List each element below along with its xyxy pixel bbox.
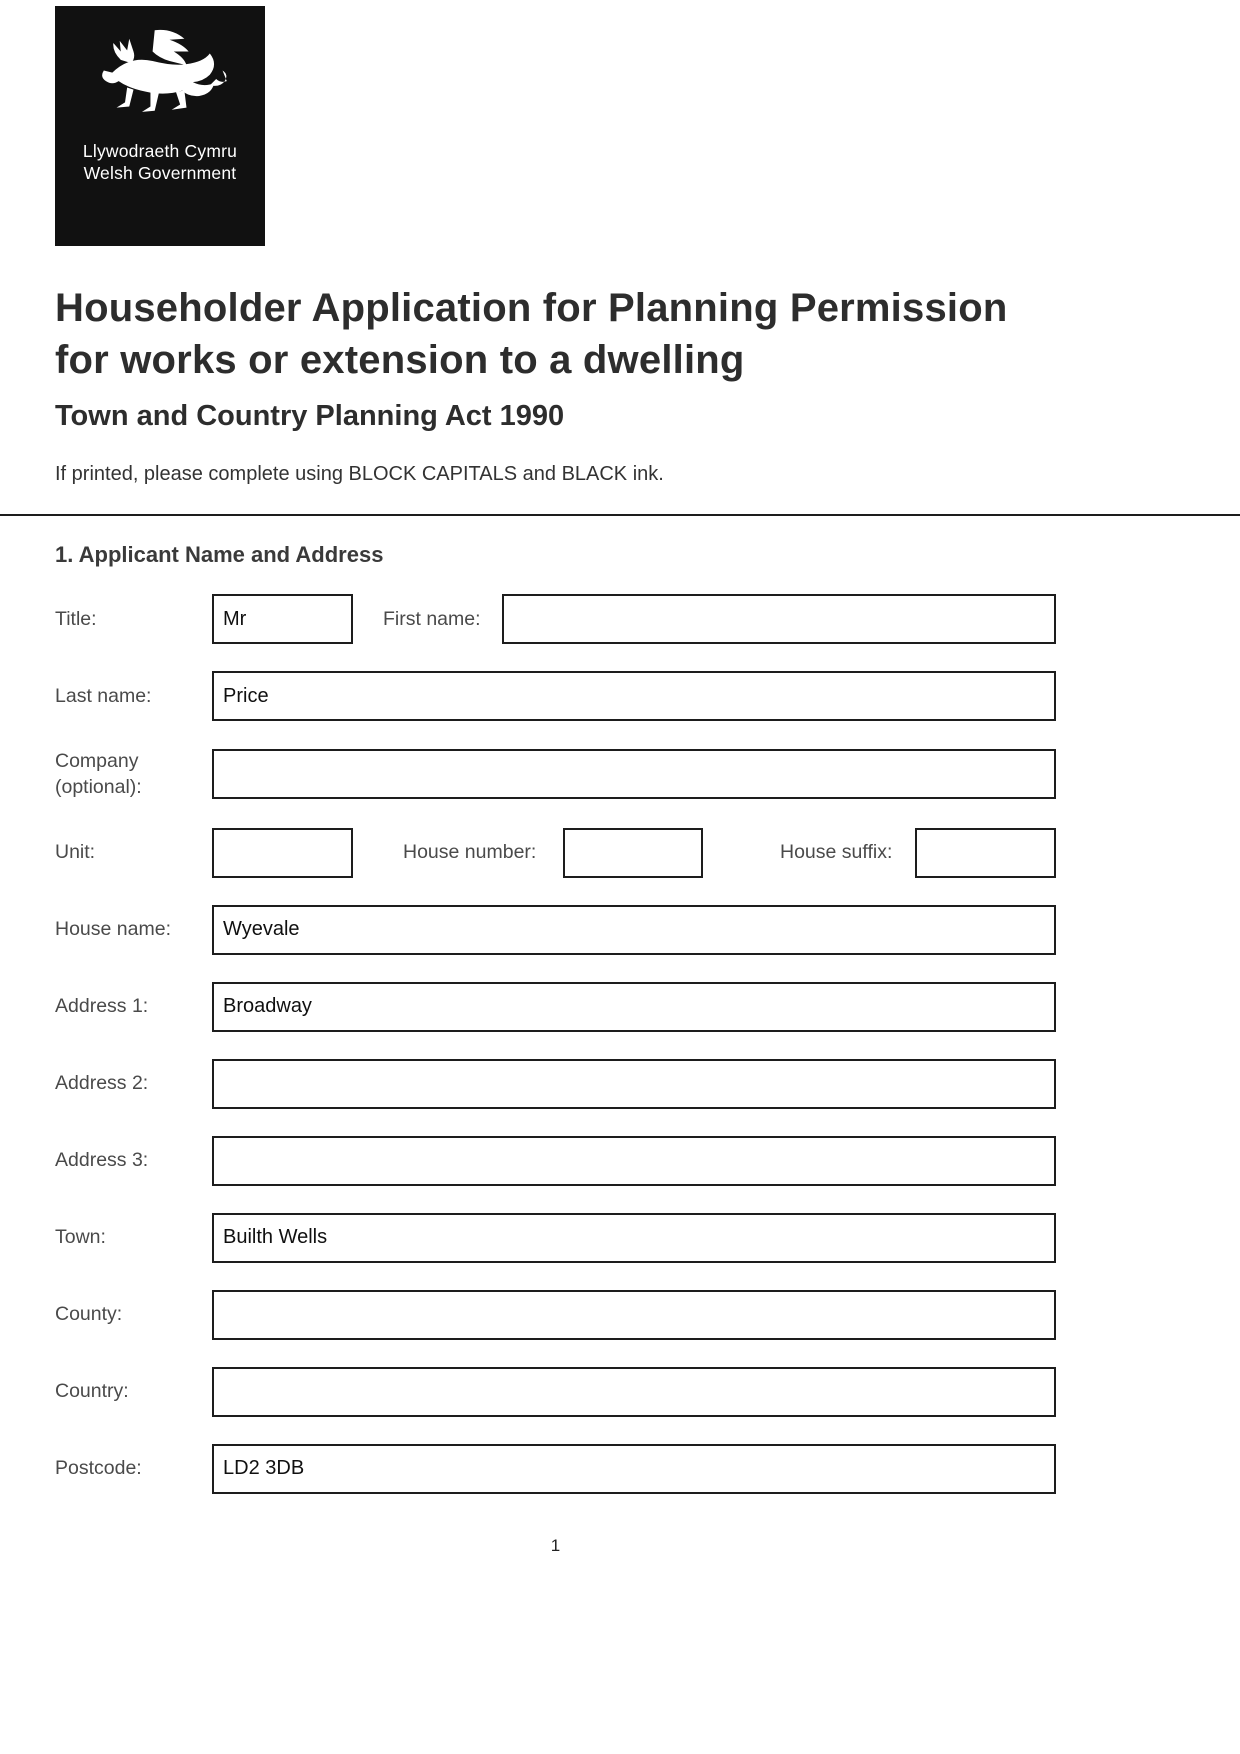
- address3-label: Address 3:: [55, 1149, 149, 1172]
- postcode-row: [55, 1444, 1056, 1494]
- address1-input[interactable]: Broadway: [212, 982, 1056, 1032]
- house-name-row: [55, 905, 1056, 955]
- unit-input[interactable]: [212, 828, 353, 878]
- house-name-input[interactable]: Wyevale: [212, 905, 1056, 955]
- title-label: Title:: [55, 607, 97, 630]
- title-input[interactable]: Mr: [212, 594, 353, 644]
- country-label: Country:: [55, 1380, 129, 1403]
- welsh-dragon-icon: [80, 26, 240, 132]
- house-number-label: House number:: [403, 841, 537, 864]
- address1-row: [55, 982, 1056, 1032]
- house-suffix-label: House suffix:: [780, 841, 893, 864]
- address2-row: [55, 1059, 1056, 1109]
- form-title-line1: Householder Application for Planning Permission: [55, 286, 1008, 330]
- address1-label: Address 1:: [55, 995, 149, 1018]
- company-row: [55, 748, 1056, 801]
- logo-text-english: Welsh Government: [83, 163, 237, 184]
- town-input[interactable]: Builth Wells: [212, 1213, 1056, 1263]
- first-name-label: First name:: [383, 607, 481, 630]
- unit-label: Unit:: [55, 841, 96, 864]
- county-row: [55, 1290, 1056, 1340]
- title-first-name-row: [55, 594, 1056, 644]
- welsh-government-logo: [55, 6, 265, 246]
- company-input[interactable]: [212, 749, 1056, 799]
- house-number-input[interactable]: [563, 828, 703, 878]
- first-name-input[interactable]: [502, 594, 1056, 644]
- postcode-input[interactable]: LD2 3DB: [212, 1444, 1056, 1494]
- logo-wordmark: [83, 140, 237, 185]
- company-label: Company (optional):: [55, 750, 142, 799]
- section-1-heading: 1. Applicant Name and Address: [55, 542, 384, 567]
- house-name-label: House name:: [55, 918, 171, 941]
- last-name-label: Last name:: [55, 684, 152, 707]
- logo-text-welsh: Llywodraeth Cymru: [82, 141, 238, 161]
- address2-label: Address 2:: [55, 1072, 149, 1095]
- town-row: [55, 1213, 1056, 1263]
- page-number: 1: [550, 1536, 561, 1555]
- county-label: County:: [55, 1303, 123, 1326]
- address3-row: [55, 1136, 1056, 1186]
- town-label: Town:: [55, 1226, 106, 1249]
- house-suffix-input[interactable]: [915, 828, 1056, 878]
- section-divider: [0, 514, 1240, 516]
- form-title: [55, 282, 1185, 386]
- form-subtitle: Town and Country Planning Act 1990: [55, 400, 565, 432]
- address2-input[interactable]: [212, 1059, 1056, 1109]
- last-name-row: [55, 671, 1056, 721]
- country-input[interactable]: [212, 1367, 1056, 1417]
- applicant-form: [55, 594, 1056, 1494]
- unit-house-row: [55, 828, 1056, 878]
- last-name-input[interactable]: Price: [212, 671, 1056, 721]
- address3-input[interactable]: [212, 1136, 1056, 1186]
- form-title-line2: for works or extension to a dwelling: [55, 338, 745, 382]
- instruction-note: If printed, please complete using BLOCK CAPITALS and BLACK ink.: [55, 463, 664, 485]
- county-input[interactable]: [212, 1290, 1056, 1340]
- country-row: [55, 1367, 1056, 1417]
- postcode-label: Postcode:: [55, 1457, 142, 1480]
